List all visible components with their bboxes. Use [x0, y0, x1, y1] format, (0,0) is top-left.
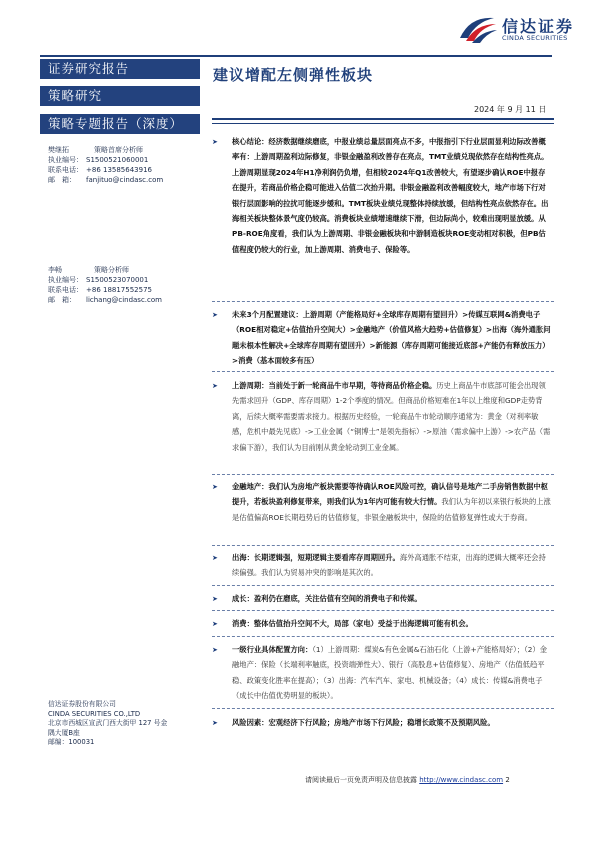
company-address: 北京市西城区宣武门西大街甲 127 号金	[48, 719, 168, 727]
analyst-title: 策略分析师	[94, 266, 129, 274]
bullet-text	[232, 591, 552, 607]
arrow-bullet-icon: ➤	[212, 138, 218, 146]
analyst-field-label: 邮 箱：	[48, 296, 76, 304]
analyst-field-label: 执业编号：	[48, 276, 83, 284]
bullet-body-text: 历史上商品牛市底部可能会出现领先需求回升（GDP、库存周期）1-2个季度的情况。但商品价格短难在1年以上维度和GDP走势背离，后续大概率需要需求接力。根据历史经验，一轮商品牛市轮动顺序通常为：黄金（对利率敏感，危机中最先见底）->工业金属（“铜博士”是领先指标）->原油（需求偏中上游）->农产品（需求偏下游），我们认为目前刚从黄金轮动到工业金属。	[232, 381, 551, 452]
cinda-logo-icon	[458, 14, 498, 44]
bullet-bold-text: 消费：整体估值抬升空间不大，局部（家电）受益于出海逻辑可能有机会。	[232, 619, 473, 628]
arrow-bullet-icon: ➤	[212, 595, 218, 603]
page-number: 2	[505, 776, 510, 784]
arrow-bullet-icon: ➤	[212, 646, 218, 654]
bullet-text	[232, 616, 552, 632]
arrow-bullet-icon: ➤	[212, 554, 218, 562]
analyst-title: 策略首席分析师	[94, 146, 143, 154]
analyst-card	[48, 265, 198, 305]
bullet-bold-text: 成长：盈利仍在磨底，关注估值有空间的消费电子和传媒。	[232, 594, 422, 603]
section-divider	[212, 636, 554, 637]
company-address-2: 隅大厦B座	[48, 728, 80, 737]
company-name-en: CINDA SECURITIES CO.,LTD	[48, 709, 141, 718]
arrow-bullet-icon: ➤	[212, 620, 218, 628]
arrow-bullet-icon: ➤	[212, 311, 218, 319]
title-rule-thin	[212, 123, 554, 124]
arrow-bullet-icon: ➤	[212, 382, 218, 390]
band-report-type: 策略专题报告（深度）	[40, 114, 200, 134]
section-divider	[212, 708, 554, 709]
bullet-text	[232, 642, 552, 704]
bullet-bold-text: 一级行业具体配置方向：	[232, 645, 313, 654]
disclaimer-text: 请阅读最后一页免责声明及信息披露	[305, 776, 417, 784]
bullet-bold-text: 未来3个月配置建议：上游周期（产能格局好+全球库存周期有望回升）>传媒互联网&消费电子（ROE相对稳定+估值抬升空间大）>金融地产（价值风格大趋势+估值修复）>出海（海外通胀问题未根本性解决+全球库存周期有望回升）>新能源（库存周期可能接近底部+产能仍有释放压力）>消费（基本面较多有压）	[232, 310, 551, 366]
analyst-name: 李畅	[48, 266, 62, 274]
section-divider	[212, 585, 554, 586]
analyst-field-label: 联系电话：	[48, 286, 83, 294]
analyst-license: S1500521060001	[86, 156, 149, 164]
cinda-logo	[458, 12, 584, 48]
bullet-bold-text: 金融地产：我们认为房地产板块需要等待确认ROE风险可控，确认信号是地产二手房销售数据中枢提升，若板块盈利修复带来，则我们认为1年内可能有较大行情。	[232, 482, 548, 507]
analyst-card	[48, 145, 198, 185]
company-name: 信达证券股份有限公司	[48, 700, 116, 708]
section-divider	[212, 610, 554, 611]
analyst-phone: +86 18817552575	[86, 286, 152, 294]
analyst-field-label: 联系电话：	[48, 166, 83, 174]
bullet-text	[232, 134, 552, 289]
bullet-text	[232, 715, 552, 731]
company-postcode: 邮编：100031	[48, 738, 95, 746]
analyst-field-label: 执业编号：	[48, 156, 83, 164]
bullet-bold-text: 核心结论：经济数据继续磨底，中报业绩总量层面亮点不多，中报指引下行业层面显利边际改善概率有：上游周期盈利边际修复，非银金融盈利改善存在亮点，TMT业绩兑现依然存在结构性亮点。上游周期显现2024年H1净利润仍负增，但相较2024年Q1改善较大，有望逐步确认ROE中报存在提升，若商品价格企稳可能进入估值二次抬升期。非银金融盈利改善幅度较大，地产市场下行对银行层面影响的拉扰可能逐步缓和。TMT板块业绩兑现整体持续放缓，但结构性亮点依然存在。出海相关板块整体景气度仍较高。消费板块业绩增速继续下滑，但边际尚小，较难出现明显放缓。从PB-ROE角度看，我们认为上游周期、非银金融板块和中游制造板块ROE变动相对积极，但PB估值程度仍较大的行业，加上游周期、消费电子、保险等。	[232, 137, 549, 254]
section-divider	[212, 474, 554, 475]
bullet-bold-text: 风险因素：宏观经济下行风险；房地产市场下行风险；稳增长政策不及预期风险。	[232, 718, 495, 727]
section-divider	[212, 371, 554, 372]
section-divider	[212, 301, 554, 302]
bullet-text	[232, 479, 552, 541]
bullet-text	[232, 550, 552, 581]
bullet-body-text: （1）上游周期：煤炭&有色金属&石油石化（上游+产能格局好）；（2）金融地产：保险（长端利率触底，投资端弹性大）、银行（高股息+估值修复）、房地产（估值低趋平稳、政策变化胜率在提高）；（3）出海：汽车汽车、家电、机械设备；（4）成长：传媒&消费电子（成长中估值优势明显的板块）。	[232, 645, 547, 701]
analyst-name: 樊继拓	[48, 146, 69, 154]
logo-chinese-text: 信达证券	[502, 17, 575, 36]
report-date: 2024 年 9 月 11 日	[474, 105, 547, 114]
page-title: 建议增配左侧弹性板块	[213, 66, 374, 84]
band-research-report: 证券研究报告	[40, 59, 200, 79]
logo-english-text: CINDA SECURITIES	[502, 34, 568, 42]
title-rule	[212, 118, 554, 120]
analyst-phone: +86 13585643916	[86, 166, 152, 174]
website-link[interactable]: http://www.cindasc.com	[419, 776, 504, 784]
analyst-field-label: 邮 箱：	[48, 176, 76, 184]
bullet-text	[232, 378, 552, 471]
band-strategy-research: 策略研究	[40, 86, 200, 106]
bullet-bold-text: 出海：长期逻辑强，短期逻辑主要看库存周期回升。	[232, 553, 400, 562]
analyst-email[interactable]: lichang@cindasc.com	[86, 296, 162, 304]
header-rule	[40, 55, 552, 57]
arrow-bullet-icon: ➤	[212, 483, 218, 491]
arrow-bullet-icon: ➤	[212, 719, 218, 727]
bullet-body-text: 海外高通胀不结束，出海的逻辑大概率还会持续偏强。我们认为贸易冲突的影响是其次的。	[232, 553, 546, 578]
page-footer	[305, 775, 510, 785]
bullet-bold-text: 上游周期：当前处于新一轮商品牛市早期，等待商品价格企稳。	[232, 381, 437, 390]
company-info	[48, 700, 200, 748]
bullet-text	[232, 307, 552, 369]
analyst-license: S1500523070001	[86, 276, 149, 284]
bullet-body-text: 我们认为年初以来银行板块的上涨是估值偏高ROE长期趋势后的估值修复，非银金融板块中，保险的估值修复弹性或大于券商。	[232, 497, 551, 522]
analyst-email[interactable]: fanjituo@cindasc.com	[86, 176, 164, 184]
section-divider	[212, 545, 554, 546]
